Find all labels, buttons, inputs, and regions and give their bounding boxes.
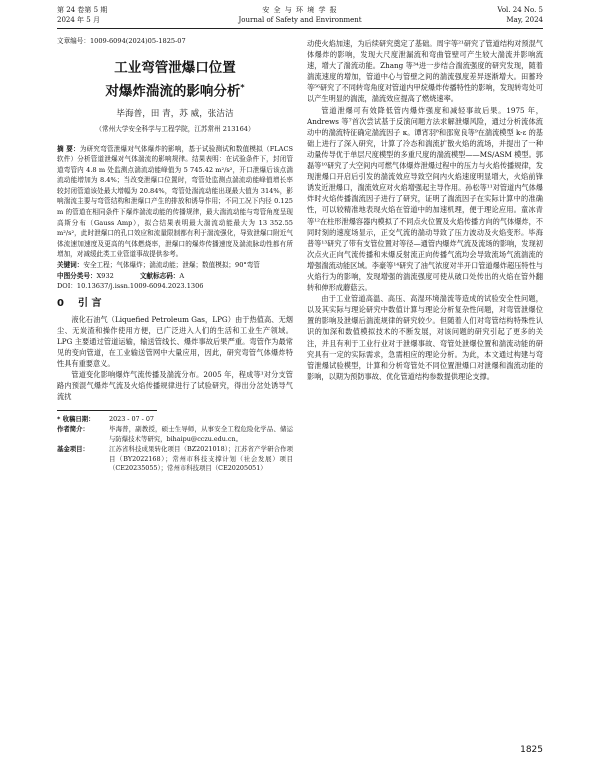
header-date-cn: 2024 年 5 月 — [57, 16, 100, 24]
doi: DOI：10.13637/j.issn.1009-6094.2023.1306 — [57, 281, 204, 290]
header-date-en: May, 2024 — [506, 16, 543, 24]
author-label: 作者简介： — [57, 425, 89, 434]
footnote-received — [57, 415, 293, 425]
title-footnote-mark: * — [240, 83, 245, 92]
header-journal-cn: 安 全 与 环 境 学 报 — [262, 6, 338, 14]
article-title — [57, 59, 293, 102]
title-line-1: 工业弯管泄爆口位置 — [114, 60, 236, 76]
header-right — [497, 5, 543, 25]
header-journal-en: Journal of Safety and Environment — [238, 16, 362, 24]
received-date: 2023 - 07 - 07 — [109, 415, 154, 424]
classification — [57, 271, 293, 281]
authors: 毕海普，田 青，苏 威，张洁洁 — [116, 108, 234, 119]
keywords-label: 关键词： — [57, 261, 84, 270]
clc — [57, 271, 114, 281]
received-label: * 收稿日期： — [57, 415, 95, 424]
footnote-fund — [57, 445, 293, 474]
fund-text: 江苏省科技成果转化项目（BZ2021018）；江苏省产学研合作项目（BY2022168）；常州市科技支撑计划（社会发展）项目（CE20235055）；常州市科技项目（CE20205051） — [109, 444, 293, 473]
author-bio: 毕海普，副教授，硕士生导师，从事安全工程危险化学品、储运与防爆技术等研究，bihaipu@cczu.edu.cn。 — [109, 425, 293, 443]
intro-paragraph-2: 管道变化影响爆炸气流传播及湍流分布。2005 年，程成等¹对分支管路内预混气爆炸气流及火焰传播规律进行了试验研究，得出分岔处诱导气流扰 — [57, 370, 293, 402]
header-volume-cn: 第 24 卷第 5 期 — [57, 6, 108, 14]
running-header — [57, 5, 543, 29]
keywords — [57, 260, 293, 271]
right-paragraph-3: 由于工业管道高温、高压、高湿环境湍流等造成的试验安全性问题，以及其实际与理论研究中数值计算与理论分析复杂性问题，对弯管泄爆位置的影响及泄爆后湍流规律的研究较少。但随着人们对弯管结构特殊性认识的加深和数值模拟技术的不断发展，对该问题的研究引起了更多的关注，并且有利于工业行业对于泄爆事故、弯管处泄爆位置和湍流动能的研究具有一定的实际需求，急需相应的理论分析。为此，本文通过构建与弯管泄爆试验模型，计算和分析弯管处不同位置泄爆口对泄爆和湍流动能的影响，以期为预防事故、优化管道结构参数提供理论支撑。 — [307, 294, 543, 381]
footnote-rule — [57, 410, 157, 411]
title-line-2 — [57, 78, 293, 102]
doc-code-value: A — [179, 271, 185, 280]
intro-paragraph-1: 液化石油气（Liquefied Petroleum Gas，LPG）由于热值高、无烟尘、无炭渣和操作使用方便，已广泛进入人们的生活和工业生产领域。LPG 主要通过管道运输，输送管线长、爆炸事故后果严重。弯管作为最常见的变向管道，在工业输送管网中大量应用，因此，研究弯管气体爆炸特性具有重要意义。 — [57, 314, 293, 368]
affiliation: （常州大学安全科学与工程学院，江苏常州 213164） — [95, 124, 255, 133]
header-center — [57, 5, 543, 25]
footnote-author — [57, 425, 293, 445]
section-title: 引 言 — [77, 297, 102, 309]
abstract-text: 为研究弯管泄爆对气体爆炸的影响，基于试验测试和数值模拟（FLACS 软件）分析管道泄爆对气体湍流的影响规律。结果表明：在试验条件下，封闭管道弯管内 4.8 m 处监测点湍流动能峰值为 5 745.42 m²/s²，开口泄爆后该点湍流动能增加为 8.4%；当改变泄爆口位置时，弯管处监测点湍流动能峰值增长率较封闭管道该处最大增幅为 20.84%，弯管处湍流动能出现最大值为 314%，影响湍流主要与弯管结构和泄爆口产生的排放和诱导作用；不同工况下内径 0.125 m 的管道在相同条件下爆炸湍流动能的传播规律，最大湍流动能与弯管角度呈现高斯分布（Gauss Amp），拟合结果表明最大湍流动能最大为 13 352.55 m²/s²，此时泄爆口的孔口效应和流量限制都有利于湍流强化，导致泄爆口附近气体流速加速度及更高的气体燃烧率，泄爆口的爆炸传播速度及湍流脉动性都有所增加，对减缓此类工业管道事故提供参考。 — [57, 144, 294, 259]
clc-value: X932 — [96, 271, 114, 280]
right-column — [307, 38, 543, 382]
page-number: 1825 — [520, 745, 543, 755]
article-number: 文章编号：1009-6094(2024)05-1825-07 — [57, 37, 186, 45]
fund-label: 基金项目： — [57, 444, 89, 453]
right-paragraph-2: 管道泄爆可有效降低管内爆炸强度和减轻事故后果。1975 年，Andrews 等⁷首次尝试基于反演问题方法求解泄爆风险，通过分析流体流动中的湍流特征确定湍流因子 κ。谭宵羽⁸和邵宽良等⁹在湍流模型 k-ε 的基础上进行了深入研究，计算了冷态和湍流扩散火焰的流场，并提出了一种动量传导优于单层尺度模型的多重尺度的湍流模型——MS/ASM 模型。郭磊等¹⁰研究了大空间内可燃气体爆炸泄爆过程中的压力与火焰传播规律，发现泄爆口开启后引发的湍流效应导致空间内火焰速度明显增大，火焰前锋诱发近泄爆口，湍流效应对火焰增强起主导作用。孙松等¹¹对管道内气体爆炸时火焰传播湍流因子进行了研究，证明了湍流因子在实际计算中的准确性，可以较精准地表现火焰在管道中的加速机理，便于理论应用。童冰青等¹²在柱形泄爆容器内模拟了不同点火位置及火焰传播方向的气体爆炸，不同时刻的速度场显示，正交气流的湍动导致了压力波动及火焰变形。毕海普等¹³研究了带有支管位置对等径—通管内爆炸气流及流场的影响，发现初次点火正向气流传播和未爆反射流正向传播气流均会导致流场气流湍流的增强湍流动能区域。李豪等¹⁴研究了油气浓度对半开口管道爆炸超压特性与火焰行为的影响，发现增强的湍流强度可使从破口处传出的火焰在管外翻转和伸形成蘑菇云。 — [307, 105, 543, 293]
abstract-label: 摘 要： — [57, 144, 80, 153]
header-rule — [57, 28, 543, 29]
left-column — [57, 36, 293, 474]
abstract — [57, 144, 293, 261]
title-line-2-text: 对爆炸湍流的影响分析 — [105, 83, 241, 100]
keywords-text: 安全工程；气体爆炸；湍流动能；泄爆；数值模拟；90°弯管 — [83, 261, 260, 270]
section-heading — [57, 297, 293, 310]
right-paragraph-1: 动使火焰加速，为后续研究奠定了基础。周宇等²¹研究了管道结构对预混气体爆炸的影响，发现大尺度泄漏流和弯曲管壁可产生较大湍流并影响流速，增大了湍流动能。Zhang 等³⁴进一步结合湍流强度的研究发现，随着湍流速度的增加，管道中心与管壁之间的湍流强度差异逐渐增大。田蓄玲等⁵⁶研究了不同转弯角度对管道内甲烷爆炸传播特性的影响，发现转弯处可以产生明显的湍流，湍流效应提高了燃烧速率。 — [307, 39, 543, 104]
header-volume-en: Vol. 24 No. 5 — [497, 6, 543, 14]
clc-label: 中图分类号： — [57, 271, 97, 280]
doc-code — [140, 271, 184, 281]
section-number: 0 — [57, 297, 64, 309]
doc-code-label: 文献标志码： — [139, 271, 180, 280]
